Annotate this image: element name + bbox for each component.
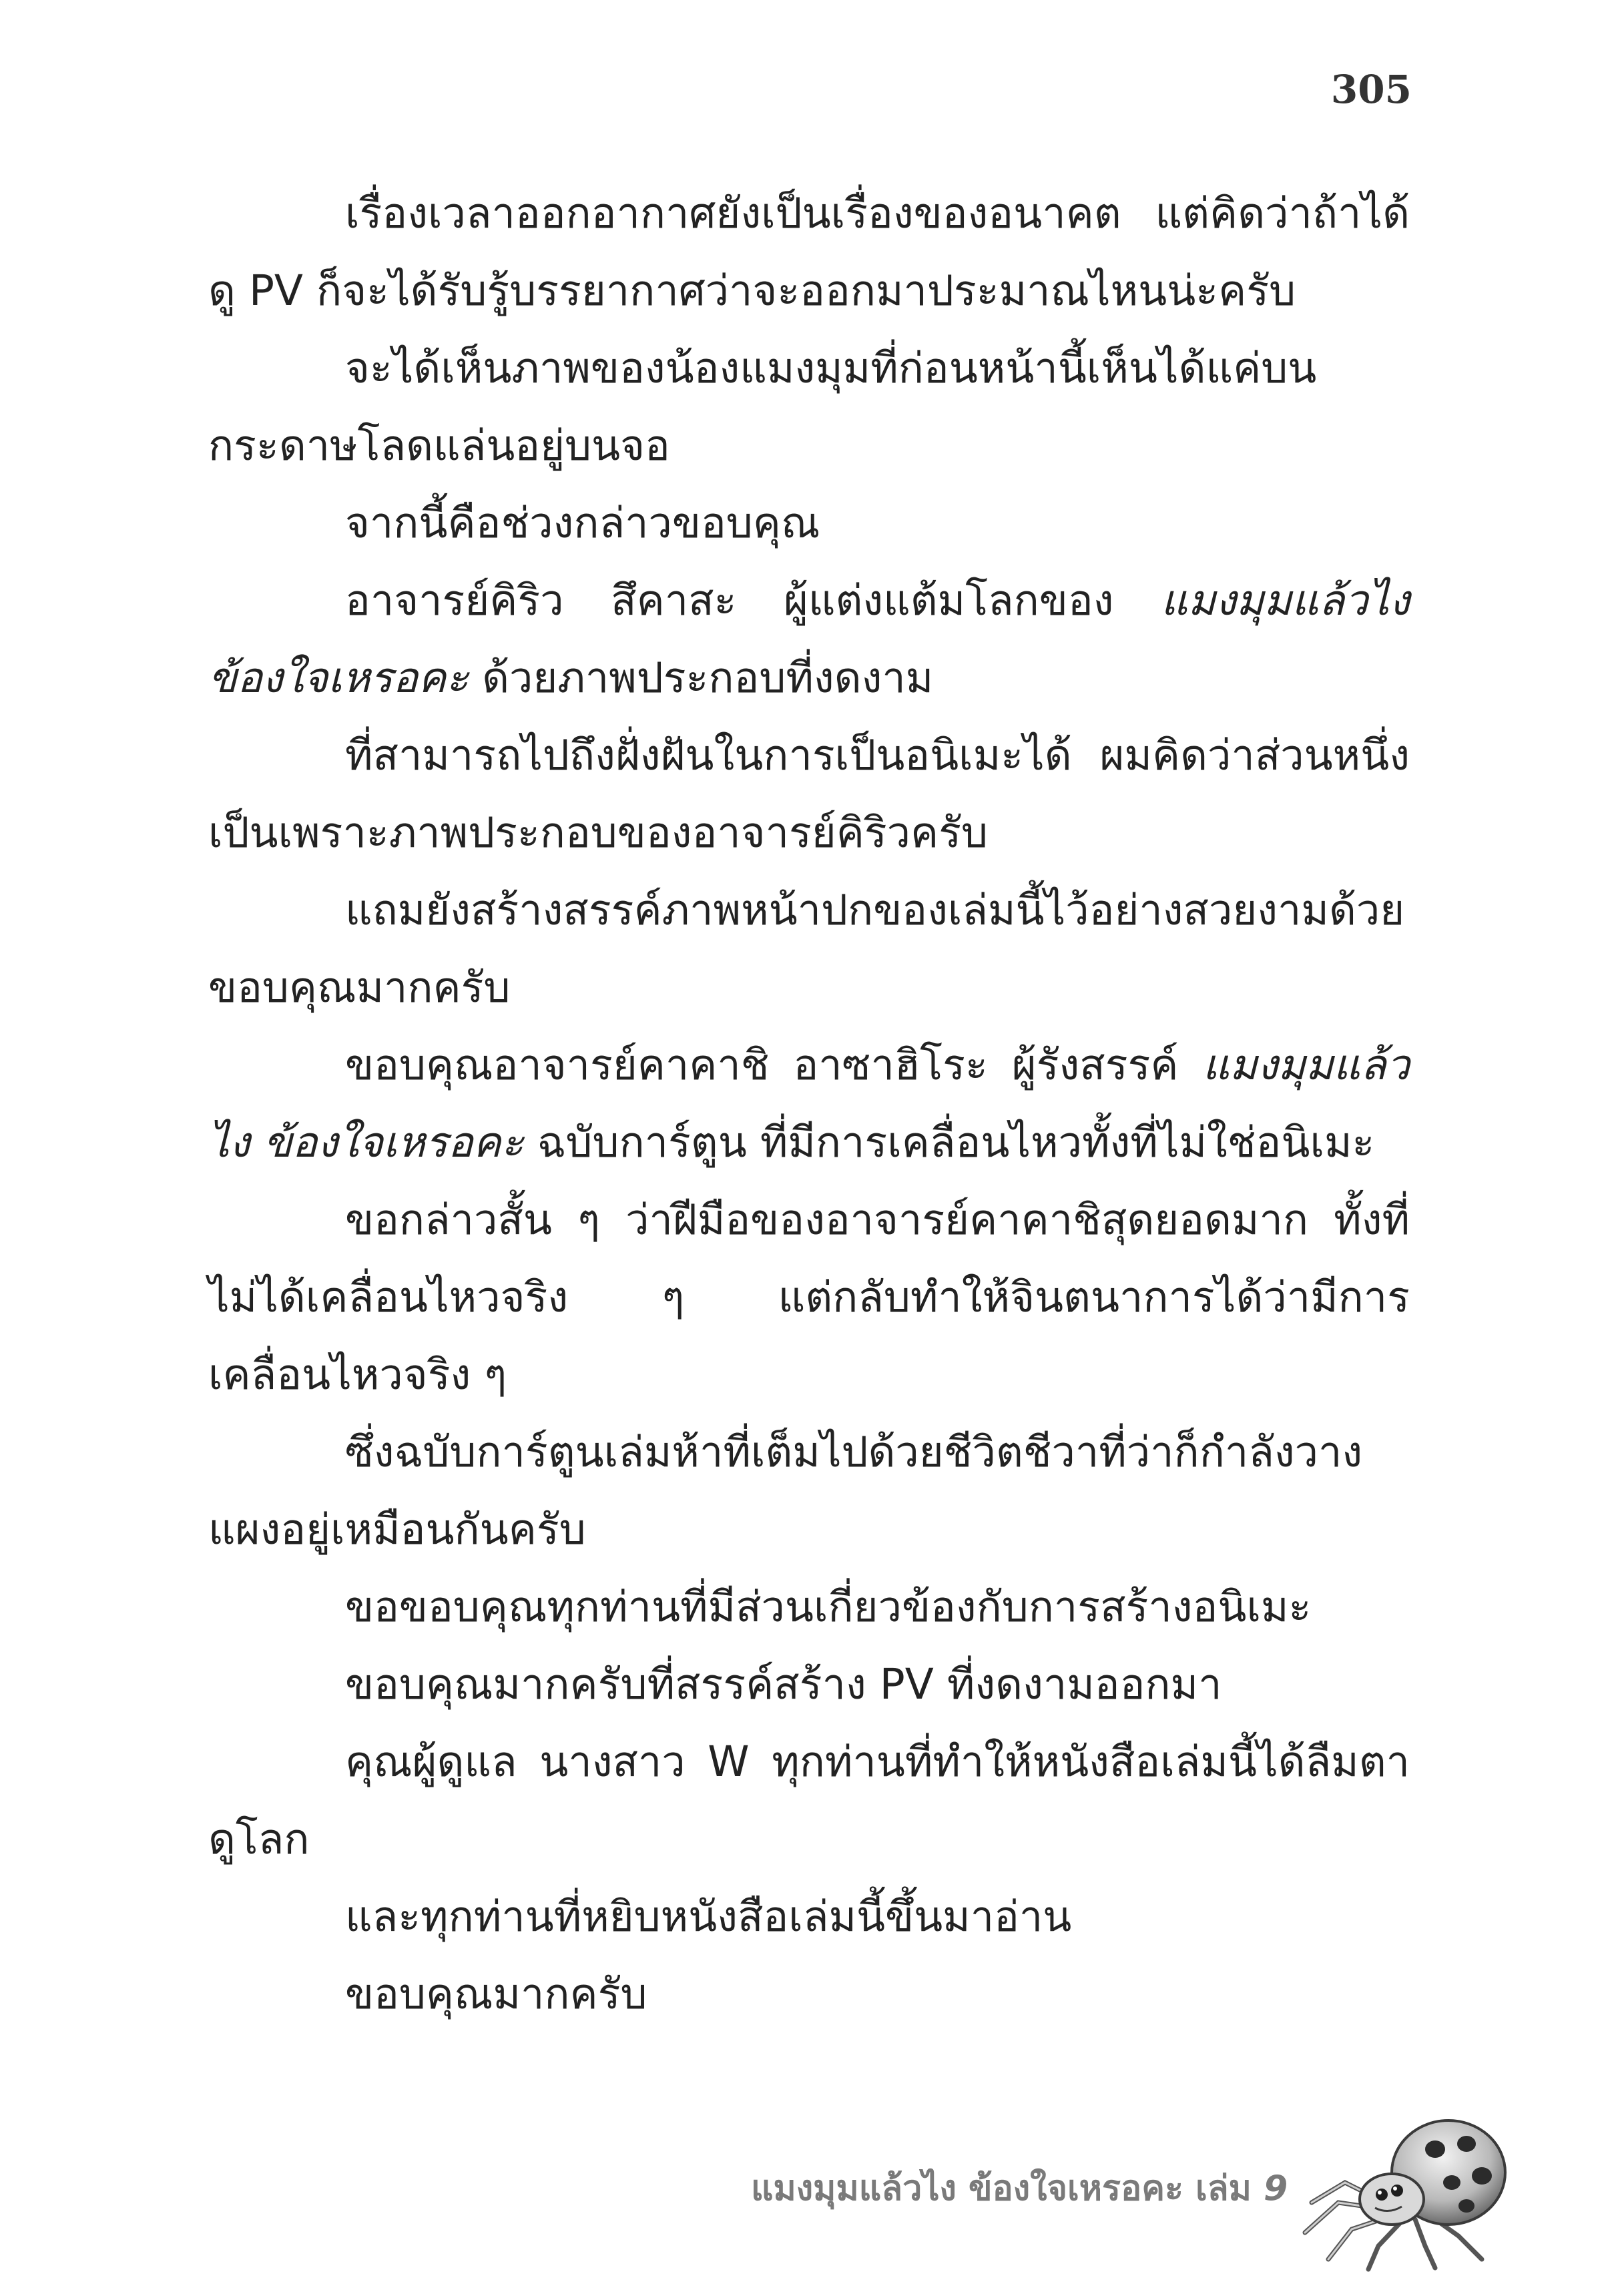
paragraph-text: ที่สามารถไปถึงฝั่งฝันในการเป็นอนิเมะได้ ผมคิดว่าส่วนหนึ่งเป็นเพราะภาพประกอบของอาจารย์คิริวครับ	[208, 731, 1410, 857]
paragraph	[208, 872, 1410, 1027]
paragraph-text: ฉบับการ์ตูน ที่มีการเคลื่อนไหวทั้งที่ไม่ใช่อนิเมะ	[523, 1118, 1375, 1167]
paragraph	[208, 1956, 1410, 2033]
paragraph	[208, 1646, 1410, 1723]
paragraph-text: ขอบคุณมากครับที่สรรค์สร้าง PV ที่งดงามออกมา	[345, 1660, 1222, 1709]
paragraph-text: ขอขอบคุณทุกท่านที่มีส่วนเกี่ยวข้องกับการสร้างอนิเมะ	[345, 1583, 1312, 1631]
paragraph	[208, 1878, 1410, 1956]
paragraph	[208, 1181, 1410, 1414]
paragraph-text: คุณผู้ดูแล นางสาว W ทุกท่านที่ทำให้หนังสือเล่มนี้ได้ลืมตาดูโลก	[208, 1737, 1410, 1863]
italic-book-title: แมงมุมแล้วไง ข้องใจเหรอคะ	[208, 576, 1410, 702]
paragraph-text: ขอกล่าวสั้น ๆ ว่าฝีมือของอาจารย์คาคาชิสุดยอดมาก ทั้งที่ไม่ได้เคลื่อนไหวจริง ๆ แต่กลับทำให้จินตนาการได้ว่ามีการเคลื่อนไหวจริง ๆ	[208, 1195, 1410, 1399]
paragraph-text: ขอบคุณมากครับ	[345, 1970, 647, 2018]
paragraph-text: เรื่องเวลาออกอากาศยังเป็นเรื่องของอนาคต แต่คิดว่าถ้าได้ดู PV ก็จะได้รับรู้บรรยากาศว่าจะออกมาประมาณไหนน่ะครับ	[208, 189, 1410, 315]
paragraph	[208, 1723, 1410, 1878]
footer-volume-number: 9	[1264, 2169, 1288, 2209]
paragraph-text: ขอบคุณอาจารย์คาคาชิ อาซาฮิโระ ผู้รังสรรค์	[345, 1041, 1203, 1089]
paragraph-text: จากนี้คือช่วงกล่าวขอบคุณ	[345, 499, 820, 547]
paragraph-text: ด้วยภาพประกอบที่งดงาม	[469, 653, 934, 702]
paragraph-text: แถมยังสร้างสรรค์ภาพหน้าปกของเล่มนี้ไว้อย่างสวยงามด้วย ขอบคุณมากครับ	[208, 886, 1405, 1012]
paragraph	[208, 175, 1410, 330]
body-text	[208, 175, 1410, 2033]
paragraph	[208, 1414, 1410, 1568]
paragraph-text: จะได้เห็นภาพของน้องแมงมุมที่ก่อนหน้านี้เห็นได้แค่บนกระดาษโลดแล่นอยู่บนจอ	[208, 344, 1317, 470]
spider-mascot-icon	[1292, 2102, 1512, 2276]
paragraph	[208, 1027, 1410, 1181]
running-footer	[751, 2160, 1288, 2215]
footer-book-title: แมงมุมแล้วไง ข้องใจเหรอคะ เล่ม	[751, 2169, 1264, 2209]
paragraph	[208, 717, 1410, 872]
paragraph	[208, 562, 1410, 717]
page-number: 305	[1330, 67, 1412, 112]
italic-book-title: แมงมุมแล้วไง ข้องใจเหรอคะ	[208, 1041, 1410, 1167]
paragraph-text: และทุกท่านที่หยิบหนังสือเล่มนี้ขึ้นมาอ่าน	[345, 1892, 1072, 1941]
paragraph	[208, 330, 1410, 485]
paragraph	[208, 485, 1410, 562]
paragraph	[208, 1568, 1410, 1646]
paragraph-text: อาจารย์คิริว สึคาสะ ผู้แต่งแต้มโลกของ	[345, 576, 1161, 625]
paragraph-text: ซึ่งฉบับการ์ตูนเล่มห้าที่เต็มไปด้วยชีวิตชีวาที่ว่าก็กำลังวางแผงอยู่เหมือนกันครับ	[208, 1428, 1363, 1554]
